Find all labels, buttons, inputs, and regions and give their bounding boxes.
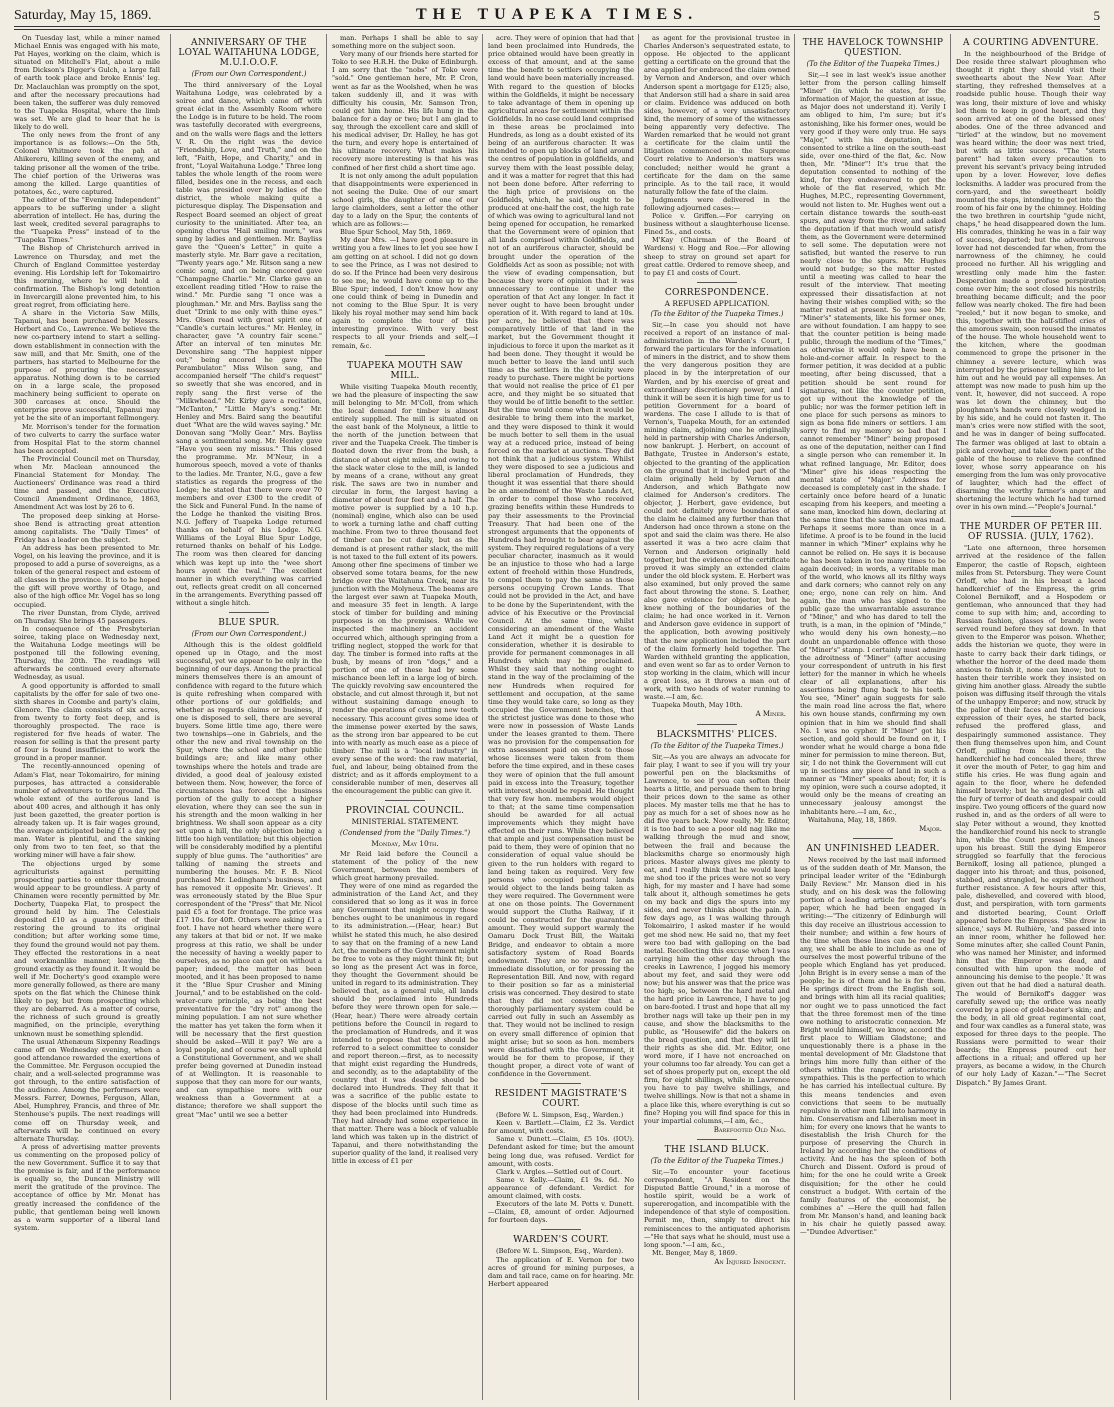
separator xyxy=(541,1229,581,1230)
paragraph: man. Perhaps I shall be able to say something more on the subject soon. xyxy=(332,34,478,51)
paragraph: They were of one mind as regarded the administration of the Land Act, and they considered that so long as it was in force any Government that might occupy those benches ought to be unanimous in regard to its administration.—(Hear, hear.) But whilst he stated this much, he also desired to say that on the framing of a new Land Act, the members of the Government might be free to vote as they might think fit; but so long as the present Act was in force, they thought the Government should be united in regard to its administration. They believed that, as a general rule, all lands should be proclaimed into Hundreds before they were thrown open for sale.—(Hear, hear.) There were already certain petitions before the Council in regard to the proclamation of Hundreds, and it was intended to propose that they should be referred to a select committee to consider and report thereon.—first, as to necessity that might exist regarding the Hundreds, and secondly, as to the adaptability of the country that it was desired should be declared into Hundreds. They felt that it was a sacrifice of the public estate to dispose of the blocks until such time as they had been proclaimed into Hundreds. They had already had some experience in that matter. There was a block of valuable land which was taken up in the district of Tapanui, and there notwithstanding the superior quality of the land, it realised very little in excess of £1 per xyxy=(332,882,478,1166)
paragraph: (Before W. L. Simpson, Esq., Warden). xyxy=(496,1247,624,1256)
article-body xyxy=(488,1111,634,1224)
paragraph: Same v. Kelly.—Claim, £1 9s. 6d. No appearance of defendant. Verdict for amount claimed, with costs. xyxy=(488,1175,634,1201)
paragraph: The recently-announced opening of Adam's Flat, near Tokomairiro, for mining purposes, has attracted a considerable number of adventurers to the ground. The whole extent of the auriferous land is about 400 acres, and although it has only just been gazetted, the greater portion is already taken up. It is fair wages ground, the average anticipated being £1 a day per man. Water is plentiful, and the sinking only from two to ten feet, so that the working miner will have a fair show. xyxy=(14,762,160,860)
column-7 xyxy=(950,34,1106,1400)
separator xyxy=(853,838,893,839)
article-body xyxy=(644,753,790,1125)
letter-signature: An Injured Innocent. xyxy=(714,1257,786,1266)
article-body xyxy=(800,856,946,1236)
page-columns xyxy=(14,34,1100,1402)
paragraph: Keen v. Bartlett.—Claim, £2 3s. Verdict for amount, with costs. xyxy=(488,1119,634,1136)
paragraph: (Before W. L. Simpson, Esq., Warden.) xyxy=(496,1111,624,1120)
paragraph: News received by the last mail informed us of the sudden death of Mr. Manson, the principal leader writer of the "Edinburgh Daily Review." Mr. Manson died in his study, and on his desk was the following portion of a leading article for next day's paper, which he had been engaged in writing:—"The citizenry of Edinburgh will this day receive an illustrious accession to their number; and within a few hours of the time when these lines can be read by any, we shall be able to include as one of ourselves the most powerful tribune of the people which England has yet produced. John Bright is in every sense a man of the people; he is of them and he is for them. He springs direct from the English soil, and brings with him all its racial qualities; nor ought we to pass unnoticed the fact that the three foremost men of the time owe nothing to aristocratic connexion. Mr Bright would himself, we know, accord the first place to William Gladstone; and unquestionably there is a phase in the mental development of Mr. Gladstone that brings him more fully than either of the others within the range of aristocratic sympathies. This is the perfection to which he has carried his intellectual culture. By this means tendencies and even convictions that seem to be mutually repulsive in other men fall into harmony in him. Conservatism and Liberalism meet in him; for every one knows that he wants to disestablish the Irish Church for the purpose of preserving the Church in Ireland by according her the conditions of activity. And he has the spleen of both Church and Dissent. Oxford is proud of him; for the one he could write a Greek disquisition; for the other he could construct a budget. With certain of the family features of the economist, he combines a" —Here the quill had fallen from Mr. Manson's hand, and leaning back in his chair he quietly passed away.—"Dundee Advertiser." xyxy=(800,855,946,1237)
article-body xyxy=(800,71,946,824)
article-body xyxy=(332,850,478,1166)
local-news xyxy=(14,34,160,1232)
page-number: 5 xyxy=(1093,8,1100,23)
paragraph: My dear Mrs. —I have good pleasure in writing you a few lines to let you see how I am getting on at school. I did not go down to see the Prince, as I was not desired to do so. If the Prince had been very desirous to see me, he would have come up to the Blue Spur; indeed, I don't know how any one could think of being in Dunedin and not coming to the Blue Spur. It is very likely his royal mother may send him back again to complete the tour of this interesting province. With very best respects to all your friends and self,—I remain, &c. xyxy=(332,236,478,350)
paragraph: The Provincial Council met on Thursday, when Mr. Maclean announced the Financial Statement for Monday. The Auctioneers' Ordinance was read a third time and passed, and the Executive Council Amendment Ordinance, 1863, Amendment Act was lost by 26 to 6. xyxy=(14,454,160,512)
newspaper-title: THE TUAPEKA TIMES. xyxy=(415,6,699,23)
masthead-rule xyxy=(14,26,1100,27)
paragraph: Sir,—I see in last week's issue another letter from the person calling himself "Miner" (in which he states, for the information of Major, the question at issue, as Major does not understand it). Verily I am obliged to him, I'm sure; but it's astonishing, like his former ones, would be very good if they were only true. He says "Major," with his deputation, had consented to strike a line on the south-east side, over one-third of the flat, &c. Now then, Mr. "Miner"! It's true that the deputation consented to nothing of the kind, for they endeavoured to get the whole of the flat reserved, which Mr. Hughes, M.P.C., representing Government, would not listen to. Mr. Hughes went out a certain distance towards the south-east spurs, and away from the river, and asked the deputation if that much would satisfy them, as the Government were determined to sell some. The deputation were not satisfied, but wanted the reserve to run nearly close to the spurs. Mr. Hughes would not budge; so the matter rested until a meeting was called to hear the result of the interview. That meeting expressed their dissatisfaction at not having their wishes complied with; so the matter rested at present. So you see Mr. "Miner's" statements, like his former ones, are without foundation. I am happy to see that the counter petition is being made public, through the medium of the "Times," as otherwise it would only have been a hole-and-corner affair. In respect to the former petition, it was decided at a public meeting, after being discussed, that a petition should be sent round for signatures, not like the counter petition, got up without the knowledge of the public; nor was the former petition left in one place for such persons as minors to sign as bona fide miners or settlers. I am sorry to find my memory so bad that I cannot remember "Miner" being proposed as one of the deputation, neither can I find a single person who can remember it. In what refined language, Mr. Editor, does "Miner" give his ideas respecting the mental state of "Major." Address for deceased is completely cast in the shade. I certainly once before heard of a lunatic escaping from his keepers, and meeting a sane man, knocked him down, declaring at the same time that the same man was mad. Perhaps it seems more than once in a lifetime. A proof is to be found in the lucid manner in which "Miner" explains why he cannot be relied on. He says it is because he has been taken in too many times to be again deceived; in words, a veritable man of the world, who knows all its filthy ways and dark corners; who cannot rely on any one; ergo, none can rely on him. And again, the man who has signed to the public gaze the unwarrantable assurance of "Miner," and who has dared to tell the truth, is a man, in the opinion of "Minde," who would deny his own honesty,—no doubt an unpardonable offence with those of "Miner's" stamp. I certainly must admire the adroitness of "Miner" (after accusing your correspondent of untruth in his first letter) for the manner in which he wheels clear of all explanations, after his assertions being flung back to his teeth. You see, "Miner" again suggests for sale the main road line across the flat, where his own house stands, confirming my own opinion that in him we should find shall No. 1 was no cypher. If "Miner" got his section, and gold should be found on it, I wonder what he would charge a bona fide miner for permission to mine thereon. But, sir, I do not think the Government will cut up in sections any piece of land in such a manner as "Miner" speaks about; for, it is my opinion, were such a course adopted, it would only be the means of creating an unnecessary jealousy amongst the inhabitants here.—I am, &c., xyxy=(800,71,946,816)
paragraph: Mr. Morrison's tender for the formation of two culverts to carry the surface water from Hospital Flat to the storm channel has been accepted. xyxy=(14,422,160,455)
paragraph: Same v. Dunett.—Claim, £5 10s. (IOU). Defendant asked for time; but the amount being long due, was refused. Verdict for amount, with costs. xyxy=(488,1135,634,1168)
paragraph: Very many of our friends here started for Toko to see H.R.H. the Duke of Edinburgh. I am sorry that the "nobs" of Toko were "sold." One gentleman here, Mr. P. Cron, went as far as the Woolshed, when he was taken suddenly ill, and it was with difficulty his cousin, Mr. Samson Tron, could get him home. His life hung in the balance for a day or two; but I am glad to say, through the excellent care and skill of his medical adviser, Dr. Halley, he has got the turn, and every hope is entertained of his ultimate recovery. What makes his recovery more interesting is that his was confined of her first child a short time ago. xyxy=(332,50,478,172)
paragraph: Mt. Benger, May 8, 1869. xyxy=(652,1248,738,1257)
paragraph: A good opportunity is afforded to small capitalists by the offer for sale of two one-sixth shares in Coombe and party's claim, Glenore. The claim consists of six acres, from twenty to forty feet deep, and is thoroughly prospected. The race is registered for five heads of water. The reason for selling is that the present party of four is found insufficient to work the ground in a proper manner. xyxy=(14,681,160,763)
separator xyxy=(541,1083,581,1084)
article-byline: (To the Editor of the Tuapeka Times.) xyxy=(650,741,784,750)
separator xyxy=(697,1139,737,1140)
paragraph: The only news from the front of any importance is as follows:—On the 5th, Colonel Whitmore took the pah at Ahikereru, killing seven of the enemy, and taking prisoner all the women of the tribe. The chief portion of the Uriweras was among the killed. Large quantities of potatoes, &c., were captured. xyxy=(14,131,160,196)
paragraph: Tuapeka Mouth, May 10th. xyxy=(652,701,743,710)
article-heading: THE MURDER OF PETER III. OF RUSSIA. (JULY, 1762). xyxy=(959,522,1103,543)
article-body xyxy=(176,81,322,607)
paragraph: An address has been presented to Mr. Vogel, on his leaving the province, and it is proposed to add a purse of sovereigns, as a token of the general respect and esteem of all classes in the province. It is to be hoped the gift will prove worthy of Otago, and also of the high office Mr. Vogel has so long occupied. xyxy=(14,543,160,609)
paragraph: While visiting Tuapeka Mouth recently, we had the pleasure of inspecting the saw mill belonging to Mr. M'Coll, from which the local demand for timber is almost entirely supplied. The mill is situated on the east bank of the Molyneux, a little to the north of the junction between that river and the Tuapeka Creek. The timber is floated down the river from the bush, a distance of about eight miles, and owing to the slack water close to the mill, is landed by means of a crane, without any great risk. The saws are two in number and circular in form, the largest having a diameter of about four feet and a half. The motive power is supplied by a 10 h.p. (nominal) engine, which also can be used to work a turning lathe and chaff cutting machine. From two to three thousand feet of timber can be cut daily, but as the demand is at present rather slack, the mill is not taxed to the full extent of its powers. Among other fine specimens of timber we observed some totara beams, for the new bridge over the Waitahuna Creek, near its junction with the Molyneux. The beams are the largest ever sawn at Tuapeka Mouth, and measure 35 feet in length. A large stock of timber for building and mining purposes is on the premises. While we inspected the machinery an accident occurred which, although springing from a trifling neglect, stopped the work for that day. The timber is formed into rafts at the bush, by means of iron "dogs," and a portion of one of these had by some mischance been left in a large log of birch. The quickly revolving saw encountered the obstacle, and cut almost through it, but not without sustaining damage enough to render the operations of cutting new teeth necessary. This account gives some idea of the immense power exerted by the saws, as the strong iron bar appeared to be cut into with nearly as much ease as a piece of timber. The mill is a "local industry" in every sense of the word: the raw material, fuel, and labour, being obtained from the district; and as it affords employment to a considerable number of men, deserves all the encouragement the public can give it. xyxy=(332,382,478,796)
paragraph: M'Kay (Chairman of the Board of Wardens) v. Hogg and Roe.—For allowing sheep to stray on ground set apart for great cattle. Ordered to remove sheep, and to pay £1 and costs of Court. xyxy=(644,236,790,277)
paragraph: The editor of the "Evening Independent" appears to be suffering under a slight aberration of intellect. He has, during the last week, credited several paragraphs to the "Tuapeka Press" instead of to the "Tuapeka Times." xyxy=(14,195,160,245)
article-dateline: Monday, May 10th. xyxy=(371,838,439,848)
separator xyxy=(697,724,737,725)
paragraph: Sir,—As you are always an advocate for fair play, I want to see if you will try your powerful pen on the blacksmiths of Lawrence, to see if you can soften their hearts a little, and persuade them to bring their prices down to the same as other places. My master tells me that he has to pay as much for a set of shoes now as he did five years back. Now really, Mr. Editor, it is too bad to see a poor old nag like me walking through the mud and snow, between the frail and because the blacksmiths charge so enormously high prices. Master always gives me plenty to eat, and I really think that he would keep me shod too if the prices were not so very high, for my master and I have had some talk about it, although sometimes he gets on my back and digs the spurs into my sides, and never thinks about the pain. A few days ago, as I was walking through Tokomairiro, I asked master if he would get me shod new. He said no, that my feet were too bad with galloping on the bad metal. Recollecting this excuse when I was carrying him the other day through the creeks in Lawrence, I jogged his memory about my feet, and said they were odd now; but his answer was that the price was too high; so, between the hard metal and the hard price in Lawrence, I have to jog on bare-footed. I trust and hope that all my brother nags will take up their pen in my cause, and show the blacksmiths to the public, as "Housewife" did the bakers on the bread question, and that they will let their rights as she did. Mr. Editor, one word more, if I have not encroached on your columns too far already. You can get a set of shoes properly put on, except the old firm, for eight shillings, while in Lawrence you have to pay twelve shillings, and twelve shillings. Now is that not a shame in a place like this, where everything is cut so fine? Hoping you will find space for this in your impartial columns,—I am, &c., xyxy=(644,752,790,1125)
article-heading: A COURTING ADVENTURE. xyxy=(963,38,1099,48)
article-subheading: A REFUSED APPLICATION. xyxy=(664,298,770,308)
separator xyxy=(385,800,425,801)
article-subheading: MINISTERIAL STATEMENT. xyxy=(351,817,459,827)
column-6 xyxy=(794,34,946,1400)
article-body xyxy=(644,34,790,277)
paragraph: "Late one afternoon, three horsemen arrived at the residence of the fallen Emperor, the castle of Ropsch, eighteen miles from St. Petersburg. They were Count Orloff, who had in his breast a laced handkerchief of the Empress, the grim Colonel Bernikoff, and a Hospodem or gentleman, who announced that they had come to sup with him; and, according to Russian fashion, glasses of brandy were served round before they sat down. In that given to the Emperor was poison. Whether, adds the historian we quote, they were in haste to carry back their dark tidings, or whether the horror of the deed made them anxious to finish it, none can know; but to hasten their terrible work they insisted on giving him another glass. Already the subtle poison was diffusing itself through the vitals of the unhappy Emperor; and now, struck by the pallor of their faces and the ferocious expression of their eyes, he started back, refused the proffered glass, and despairingly summoned assistance. They then flung themselves upon him, and Count Orloff, pulling from his breast the handkerchief he had concealed there, threw it over the mouth of Peter, to gag him and stifle his cries. He was flung again and again to the floor, where he defended himself bravely; but he struggled with all the fury of terror of death and despair could inspire. Two young officers of the guard now rushed in, and as the orders of all were to slay Peter without a wound, they knotted the handkerchief round his neck to strangle him, while the Count pressed his knees upon his breast. Still the dying Emperor struggled so fearfully that the ferocious Bernikoff, losing all patience, plunged a dagger into his throat; and thus, poisoned, stabbed, and strangled, he expired without further resistance. A few hours after this, pale, dishevelled, and covered with blood, dust, and perspiration, with torn garments and distorted bearing, Count Orloff appeared before the Empress. 'She drew in silence,' says M. Rulhière, 'and passed into an inner room, whither he followed her. Some minutes after, she called Count Panin, who was named her Minister, and informed him that the Emperor was dead, and consulted with him upon the mode of announcing his demise to the people.' It was given out that he had died a natural death. The would of Bernikoff's dagger was carefully sewed up; the orifice was neatly covered by a piece of gold-beater's skin; and the body, in all old great regimental coat, and four wax candles as a funeral state, was exposed for three days to the people. The Russians were permitted to wear their beards; the Empress poured out her affections in a ritual; and offered up her prayers, as became a widow, in the Church of our holy Lady of Kazan."—"The Secret Dispatch." By James Grant. xyxy=(956,544,1106,1087)
paragraph: Sir,—To encounter your facetious correspondent, "A Resident on the Disputed Battle Ground," in a morose of hostile spirit, would be a work of supererogation, and incompatible with the independence of that style of composition. Permit me, then, simply to direct his reminiscences to the antiquated aphorism—"He that says what he should, must use a long spoon."—I am, &c., xyxy=(644,1167,790,1249)
paragraph: Although this is the oldest goldfield opened up in Otago, and the most successful, yet we appear to be only in the beginning of our days. Among the practical miners themselves there is an amount of confidence with regard to the future which is quite refreshing when compared with other portions of our goldfields; and whether as regards claims or business, if one is disposed to sell, there are several buyers. Some little time ago, there were two townships—one in Gabriels, and the other the new and rival township on the Spur, where the school and other public buildings are; and like many other townships where the hotels and trade are divided, a good deal of jealousy existed between them. Now, however, the force of circumstances has forced the business portion of the gully to accept a higher elevation, where they can see the sun in his strength and the moon walking in her brightness. We shall soon appear as a city set upon a hill, the only objection being a little too high ventilation; but this objection will be considerably modified by a plentiful supply of blue gums. The "authorities" are talking of naming the streets and numbering the houses. Mr. F. B. Nicol purchased Mr. Ledingham's business, and has removed it opposite Mr. Grieves'. It was erroneously stated by the Blue Spur correspondent of the "Press" that Mr. Nicol paid £5 a foot for frontage. The price was £17 10s. for 40ft. Others were asking £1 a foot. I have not heard whether there were any takers at that bid or not. If we make progress at this ratio, we shall be under the necessity of having a weekly paper to ourselves, as no place can get on without a paper; indeed, the matter has been mooted, and it has been proposed to name it the "Blue Spur Crusher and Mining Journal," and to be established on the cold-water-cure principle, as being the best preventative for the "dry rot" among the mining population. I am not sure whether the matter has yet taken the form when it will be necessary that the first question should be asked—Will it pay? We are a loyal people, and of course we shall uphold a Constitutional Government, and we shall prefer being governed at Dunedin instead of at Wellington. It is reasonable to suppose that they can more for our wants, and can sympathise more with our weakness than a Government at a distance; therefore we shall support the great "Mac" until we see a better xyxy=(176,641,322,1119)
paragraph: Judgments were delivered in the following adjourned cases:— xyxy=(644,195,790,212)
article-body xyxy=(956,544,1106,1086)
article-body xyxy=(644,321,790,710)
paragraph: Clark v. Argles.—Settled out of Court. xyxy=(496,1167,623,1176)
paragraph: The usual Athenæum Sixpenny Readings came off on Wednesday evening, when a good attendance rewarded the exertions of the Committee. Mr. Ferguson occupied the chair, and a well-selected programme was got through, to the entire satisfaction of the audience. Among the performers were Messrs. Farrer, Downes, Ferguson, Allan, Abel, Humphrey, Francis, and three of Mr. Stenhouse's pupils. The next readings will come off on Thursday week, and afterwards will be continued on every alternate Thursday. xyxy=(14,1037,160,1143)
paragraph: The third anniversary of the Loyal Waitahuna Lodge, was celebrated by a soiree and dance, which came off with great éclat in the Assembly Room where the Lodge is in future to be held. The room was tastefully decorated with evergreens, and on the walls were flags and the letters V. R. On the right was the device "Friendship, Love, and Truth," and on the left, "Faith, Hope, and Charity," and in front, "Loyal Waitahuna Lodge." Three long tables the whole length of the room were filled, besides one in the recess, and each table was presided over by ladies of the district, the whole making quite a picturesque display. The Dispensation and Respect Board seemed an object of great curiosity to the uninitiated. After tea, an opening chorus "Hail smiling morn," was sung by ladies and gentlemen. Mr. Bayliss gave the "Queen's Letter," in quite a masterly style. Mr. Barr gave a recitation, "Twenty years ago." Mr. Ritson sang a new comic song, and on being encored gave "Champagne Charlie." Mr. Clarke gave an excellent reading titled "How to raise the wind." Mr. Purdie sang "I once was a ploughman." Mr. and Mrs. Bayliss sang the duet "Drink to me only with thine eyes." Mrs. Olsen read with great spirit one of "Candle's curtain lectures." Mr. Henley, in character, gave "A country fair scene." After an interval of ten minutes Mr. Devonshire sang "The happiest nipper out;" being encored he gave "The Perambulator." Miss Wilson sang, and accompanied herself "The child's request" so sweetly that she was encored, and in reply sang the first verse of the "Milkwhead." Mr. Kirby gave a recitation, "McTanton," "Little Mary's song." Mr. Henley and Mrs. Baird sang the beautiful duet "What are the wild waves saying." Mr. Donovan sang "Molly Gear." Mrs. Bayliss sang a sentimental song. Mr. Henley gave "Have you seen my missus." This closed the programme. Mr. M'Neur, in a humorous speech, moved a vote of thanks to the ladies. Mr. Tranter, N.G., gave a few statistics as regards the progress of the Lodge; he stated that there were over 70 members and over £300 to the credit of the Sick and Funeral Fund. In the name of the Lodge he thanked the visiting Bros. N.G. Jeffery of Tuapeka Lodge returned thanks on behalf of his Lodge. N.G. Williams of the Loyal Blue Spur Lodge, returned thanks on behalf of his Lodge. The room was then cleared for dancing which was kept up into the "wee short hours ayont the twal." The excellent manner in which everything was carried out, reflects great credit on all concerned in the arrangements. Everything passed off without a single hitch. xyxy=(176,81,322,607)
letter-signature: A Miner. xyxy=(755,710,786,719)
column-1 xyxy=(14,34,160,1400)
letter-signature: Major. xyxy=(919,824,942,833)
article-body xyxy=(332,383,478,796)
paragraph: On Tuesday last, while a miner named Michael Ennis was engaged with his mate, Pat Hayes, working on the claim, which is situated on Mitchell's Flat, about a mile from Dickson's Digger's Gulch, a large fall of earth took place and broke Ennis' leg. Dr. Maclauchlan was promptly on the spot, and after the necessary precautions had been taken, the sufferer was duly removed to the Tuapeka Hospital, where the limb was set. We are glad to hear that he is likely to do well. xyxy=(14,34,160,132)
separator xyxy=(385,355,425,356)
paragraph: In the neighbourhood of the Bridge of Dee reside three stalwart ploughmen who thought it right they should visit their sweethearts about the New Year. After starting, they refreshed themselves at a roadside public house. Though their way was long, their mixture of love and whisky led them to keep in good heart, and they soon arrived at one of the blessed ones' abodes. One of the three advanced and "tirled" at the window, but no movement was heard within; the door was next tried, but with as little success. "The "stern parent" had taken every precaution to prevent his servant's privacy being intruded upon by a lover. However, love defies locksmiths. A ladder was procured from the corn-yard, and the sweetheart boldly mounted the steps, intending to get into the room of his fair one by the chimney. Holding the two brethren in courtship "gude nicht, chaps," he head disappeared down the lum. His comrades, thinking he was in a fair way of success, departed; but the adventurous lover had not descended far when, from the narrowness of the chimney, he could proceed no further. All his wriggling and wrestling only made him the faster. Desperation made a profuse perspiration come over him; the soot closed his nostrils; breathing became difficult; and the poor fellow was nearly choked. The fire had been "reeled," but it now began to smoke, and this, together with the half-stifled cries of the amorous swain, soon roused the inmates of the house. The whole household went to the kitchen, where the goodman commenced to grope the prisoner in the chimney a severe lecture, which was interrupted by the prisoner telling him to let him out and he would pay all expenses. An attempt was now made to push him up the vent. It, however, did not succeed. A rope was let down the chimney, but the ploughman's hands were closely wedged in by his side, and he could not fasten it. The man's cries were now stifled with the soot, and he was in danger of being suffocated. The farmer was obliged at last to obtain a pick and crowbar, and take down part of the gable of the house to relieve the confined lover, whose sorry appearance on his emerging from the lum was only provocative of laughter, which had the effect of disarming the worthy farmer's anger and shortening the lecture which he had turned over in his own mind.—"People's Journal." xyxy=(956,50,1106,512)
article-byline: (To the Editor of the Tuapeka Times.) xyxy=(650,1156,784,1165)
article-body xyxy=(956,50,1106,511)
paragraph: A press of advertising matter prevents us commenting on the proposed policy of the new Government. Suffice it to say that the promise is fair, and if the performance is equally so, the Duncan Ministry will merit the gratitude of the province. The acceptance of office by Mr. Monat has greatly increased the confidence of the public, that gentleman being well known as a warm supporter of a liberal land system. xyxy=(14,1142,160,1232)
article-byline: (From our Own Correspondent.) xyxy=(191,70,307,78)
masthead xyxy=(14,6,1100,28)
paragraph: A share in the Victoria Saw Mills, Tapanui, has been purchased by Messrs. Herbert and Co., Lawrence. We believe the new co-partnery intend to start a selling-down establishment in connection with the saw mill, and that Mr. Smith, one of the partners, has started to Melbourne for the purpose of procuring the necessary apparatus. Nothing down is to be carried on in a large scale, the proposed machinery being sufficient to operate on 300 carcases at once. Should the enterprise prove successful, Tapanui may yet be the site of an important fellmongery. xyxy=(14,309,160,423)
masthead-rule-2 xyxy=(14,29,1100,30)
issue-date: Saturday, May 15, 1869. xyxy=(14,8,152,23)
article-heading: THE HAVELOCK TOWNSHIP QUESTION. xyxy=(802,38,944,58)
article-heading: BLUE SPUR. xyxy=(218,618,280,629)
separator xyxy=(697,282,737,283)
article-heading: ANNIVERSARY OF THE LOYAL WAITAHUNA LODGE, M.U.I.O.O.F. xyxy=(178,38,320,68)
paragraph: Blue Spur School, May 5th, 1869. xyxy=(340,228,453,237)
article-body xyxy=(332,34,478,350)
paragraph: In consequence of the Presbyterian soiree, taking place on Wednesday next, the Waitahuna Lodge meetings will be postponed till the following evening, Thursday, the 20th. The readings will afterwards be continued every alternate Wednesday, as usual. xyxy=(14,624,160,682)
article-body xyxy=(488,34,634,1078)
article-byline: (Condensed from the "Daily Times.") xyxy=(339,828,471,837)
column-3 xyxy=(326,34,478,1400)
paragraph: as agent for the provisional trustee in Charles Anderson's sequestrated estate, to oppose. He objected to the applicant getting a certificate on the ground that the area applied for embraced the claim owned by Vernon and Anderson, and over which Anderson spent a mortgage for £125; also, that Anderson still had a share in said area or claim. Evidence was adduced on both sides, however, of a very unsatisfactory kind, the memory of some of the witnesses being apparently very defective. The Warden remarked that he would not grant a certificate for the claim until the litigation commenced in the Supreme Court relative to Anderson's matters was concluded; neither would he grant a certificate for the dam on the same principle. As to the tail race, it would naturally follow the fate of the claim. xyxy=(644,34,790,196)
paragraph: acre. They were of opinion that had that land been proclaimed into Hundreds, the price obtained would have been greatly in excess of that amount, and at the same time the benefit to settlers occupying the land would have been materially increased. With regard to the question of blocks within the Goldfields, it might be necessary to take advantage of them in opening up agricultural areas for settlement within the Goldfields. In no case could land comprised in these areas be proclaimed into Hundreds, as long as a doubt existed of its being of an auriferous character. It was intended to open up blocks of land around the centres of population in goldfields, and survey them with the least possible delay, and it was a matter for regret that this had not been done before. After referring to the high price of provisions on the Goldfields, which, he said, ought to be produced at one-half the cost, the high rate of which was owing to agricultural land not being opened for occupation, he remarked that the Government were of opinion that all lands comprised within Goldfields, and not of an auriferous character, should be brought under the operation of the Goldfields Act as soon as possible; not with the view of evading compensation, but because they were of opinion that it was unnecessary to continue it under the operation of that Act any longer. In fact it never ought to have been brought under operation of it. With regard to land at 10s. per acre, he believed that there was comparatively little of that land in the market, but the Government thought it injudicious to force it upon the market as it had been done. They thought it would be much better to leave the land until such time as the settlers in the vicinity were ready to purchase. There might be portions that would not realise the price of £1 per acre, and they might be so situated that they would be of little benefit to the settler. But the time would come when it would be desirable to bring them into the market, and they were disposed to think it would be much better to sell them in the usual way at a reduced price, instead of being forced on the market at auctions. They did not think that a judicious system. Whilst they were disposed to see a judicious and liberal proclamation of Hundreds, they thought it was essential that there should be an amendment of the Waste Lands Act, in order to compel those who received grazing benefits within these Hundreds to pay their assessments to the Provincial Treasury. That had been one of the strongest arguments that the opponents of Hundreds had brought to bear against the system. They required regulations of a very peculiar character, inasmuch as it would be an injustice to those who had a large extent of freehold within those Hundreds, to compel them to pay the same as those persons occupying Crown Lands. That could not be provided in the Act, and have to be done by the Superintendent, with the advice of his Executive or the Provincial Council. At the same time, whilst considering an amendment of the Waste Land Act it might be a question for consideration, whether it is desirable to provide for permanent commonages in all Hundreds which may be proclaimed. Whilst they said that nothing ought to stand in the way of the proclaiming of the new Hundreds when required for settlement and occupation, at the same time they would take care, so long as they occupied the Government benches, that the strictest justice was done to those who were now in possession of Waste Lands under the leases granted to them. There was no provision for the compensation for extra assessment paid on stock to those whose licenses were taken from them before the time expired, and in these cases they were of opinion that the full amount paid in excess into the Treasury, together with interest, should be repaid. He thought that very few hon. members would object to that; at the same time compensation should be awarded for all actual improvements which they might have effected on their runs. While they believed that ample and just compensation must be paid to them, they were of opinion that no consideration of equal value should be given to the run holders with regard to land being taken as required. Very few persons who occupied pastoral lands would object to the lands being taken as they were required. The Government were at one on those points. The Government would support the Clutha Railway, if it could be constructed for the guaranteed amount. They would support warmly the Oamaru Dock Trust Bill, the Waitaki Bridge, and endeavor to obtain a more satisfactory system of Road Boards endowment. They are no reason for an immediate dissolution, or for pressing the Representation Bill. And now, with regard to their position so far as a ministerial crisis was concerned. They desired to state that they did not consider that a thoroughly parliamentary system could be carried out fully in such an Assembly as that. They would not be inclined to resign on every small difference of opinion that might arise; but so soon as hon. members were dissatisfied with the Government, it would be for them to propose, if they thought proper, a direct vote of want of confidence in the Government. xyxy=(488,34,634,1078)
article-byline: (To the Editor of the Tuapeka Times.) xyxy=(806,60,940,68)
separator xyxy=(1011,516,1051,517)
paragraph: Waitahuna, May, 18, 1869. xyxy=(808,815,897,824)
article-body xyxy=(488,1247,634,1287)
article-heading: TUAPEKA MOUTH SAW MILL. xyxy=(347,360,463,381)
article-body xyxy=(176,641,322,1119)
paragraph: It is not only among the adult population that disappointments were experienced in not seeing the Duke. One of our smart school girls, the daughter of one of our large claimholders, sent a letter the other day to a lady on the Spur, the contents of which are as follows:— xyxy=(332,171,478,229)
article-body xyxy=(644,1168,790,1257)
paragraph: The objections urged by some agriculturists against permitting prospecting parties to enter their ground would appear to be groundless. A party of Chinamen were recently permitted by Mr. Docherty, Tuapeka Flat, to prospect the ground held by him. The Celestials deposited £10 as a guarantee of their restoring the ground to its original condition; but after working some time, they found the ground would not pay them. They effected the restorations in a neat and workmanlike manner, leaving the ground exactly as they found it. It would be well if Mr. Docherty's good example were more generally followed, as there are many spots on the flat which the Chinese think likely to pay, but from prospecting which they are debarred. As a matter of course, the richness of such ground is greatly magnified, on the principle, everything unknown must be something splendid. xyxy=(14,859,160,1038)
paragraph: Police v. Griffen.—For carrying on business without a slaughterhouse license. Fined 5s., and costs. xyxy=(644,212,790,237)
paragraph: The river Dunstan, from Clyde, arrived on Thursday. She brings 45 passengers. xyxy=(14,608,160,625)
article-byline: (To the Editor of the Tuapeka Times.) xyxy=(650,309,784,318)
paragraph: The application of E. Vernon for two acres of ground for mining purposes, a dam and tail race, came on for hearing. Mr. Herbert appeared xyxy=(488,1255,634,1288)
article-heading: THE ISLAND BLUCK. xyxy=(664,1144,770,1155)
paragraph: The Bishop of Christchurch arrived in Lawrence on Thursday, and met the Church of England Committee yesterday evening. His Lordship left for Tokomairiro this morning, where he will hold a confirmation. The Bishop's long detention in Invercargill alone prevented him, to his great regret, from officiating here. xyxy=(14,244,160,310)
article-heading: WARDEN'S COURT. xyxy=(513,1235,609,1246)
column-2 xyxy=(170,34,322,1400)
paragraph: Sir,—In case you should not have received a report of an instance of mal-administration in the Warden's Court, I forward the particulars for the information of miners in the district, and to show them the very dangerous position they are placed in by the interpretation of our Warden, and by his exercise of great and extraordinary discretionary power, and I think it will be seen it is high time for us to petition Government for a board of wardens. The case I allude to is that of Vernon's, Tuapeka Mouth, for an extended mining claim, adjoining one he originally held in partnership with Charles Anderson, now bankrupt. J. Herbert, on account of Bathgate, Trustee in Anderson's estate, objected to the granting of the application on the ground that it included part of the claim originally held by Vernon and Anderson, and which Bathgate now claimed for Anderson's creditors. The objector, J. Herbert, gave evidence, but could not definitely prove boundaries of the claim he claimed any further than that Anderson had once thrown a stone on the spot and said the claim was there. He also asserted it was a two acre claim that Vernon and Anderson originally held together, but the evidence of the certificate proved it was simply an extended claim under the old block system. E. Herbert was also examined, but only proved the same fact about throwing the stone. S. Leather, also gave evidence for objector, but he knew nothing of the boundaries of the claim; he had once worked in it. Vernon and Anderson gave evidence in support of the application, both avowing positively that the new application included the part of the claim formerly held together. The Warden withheld granting the application, and even went so far as to order Vernon to stop working in the claim, which will incur a great loss, as it throws a man out of work, with two heads of water running to waste.—I am, &c. xyxy=(644,320,790,702)
article-heading: AN UNFINISHED LEADER. xyxy=(806,843,940,854)
article-byline: (From our Own Correspondent.) xyxy=(191,630,307,639)
letter-signature: Barefooted Old Nag. xyxy=(713,1125,786,1134)
paragraph: Mr Reid laid before the Council a statement of the policy of the new Government, between the members of which great harmony prevailed. xyxy=(332,849,478,882)
article-heading: BLACKSMITHS' PLICES. xyxy=(656,729,778,740)
column-4 xyxy=(482,34,634,1400)
paragraph: Executors of the late M. Potts v. Dunett.—Claim, £8, amount of order. Adjourned for fourteen days. xyxy=(488,1200,634,1225)
article-heading: PROVINCIAL COUNCIL. xyxy=(345,806,465,817)
column-5 xyxy=(638,34,790,1400)
article-heading: CORRESPONDENCE. xyxy=(664,287,770,298)
paragraph: The proposed deep sinking at Horse-shoe Bend is attracting great attention among capitalists. The "Daily Times" of Friday has a leader on the subject. xyxy=(14,511,160,544)
article-heading: RESIDENT MAGISTRATE'S COURT. xyxy=(494,1089,628,1110)
separator xyxy=(229,612,269,613)
